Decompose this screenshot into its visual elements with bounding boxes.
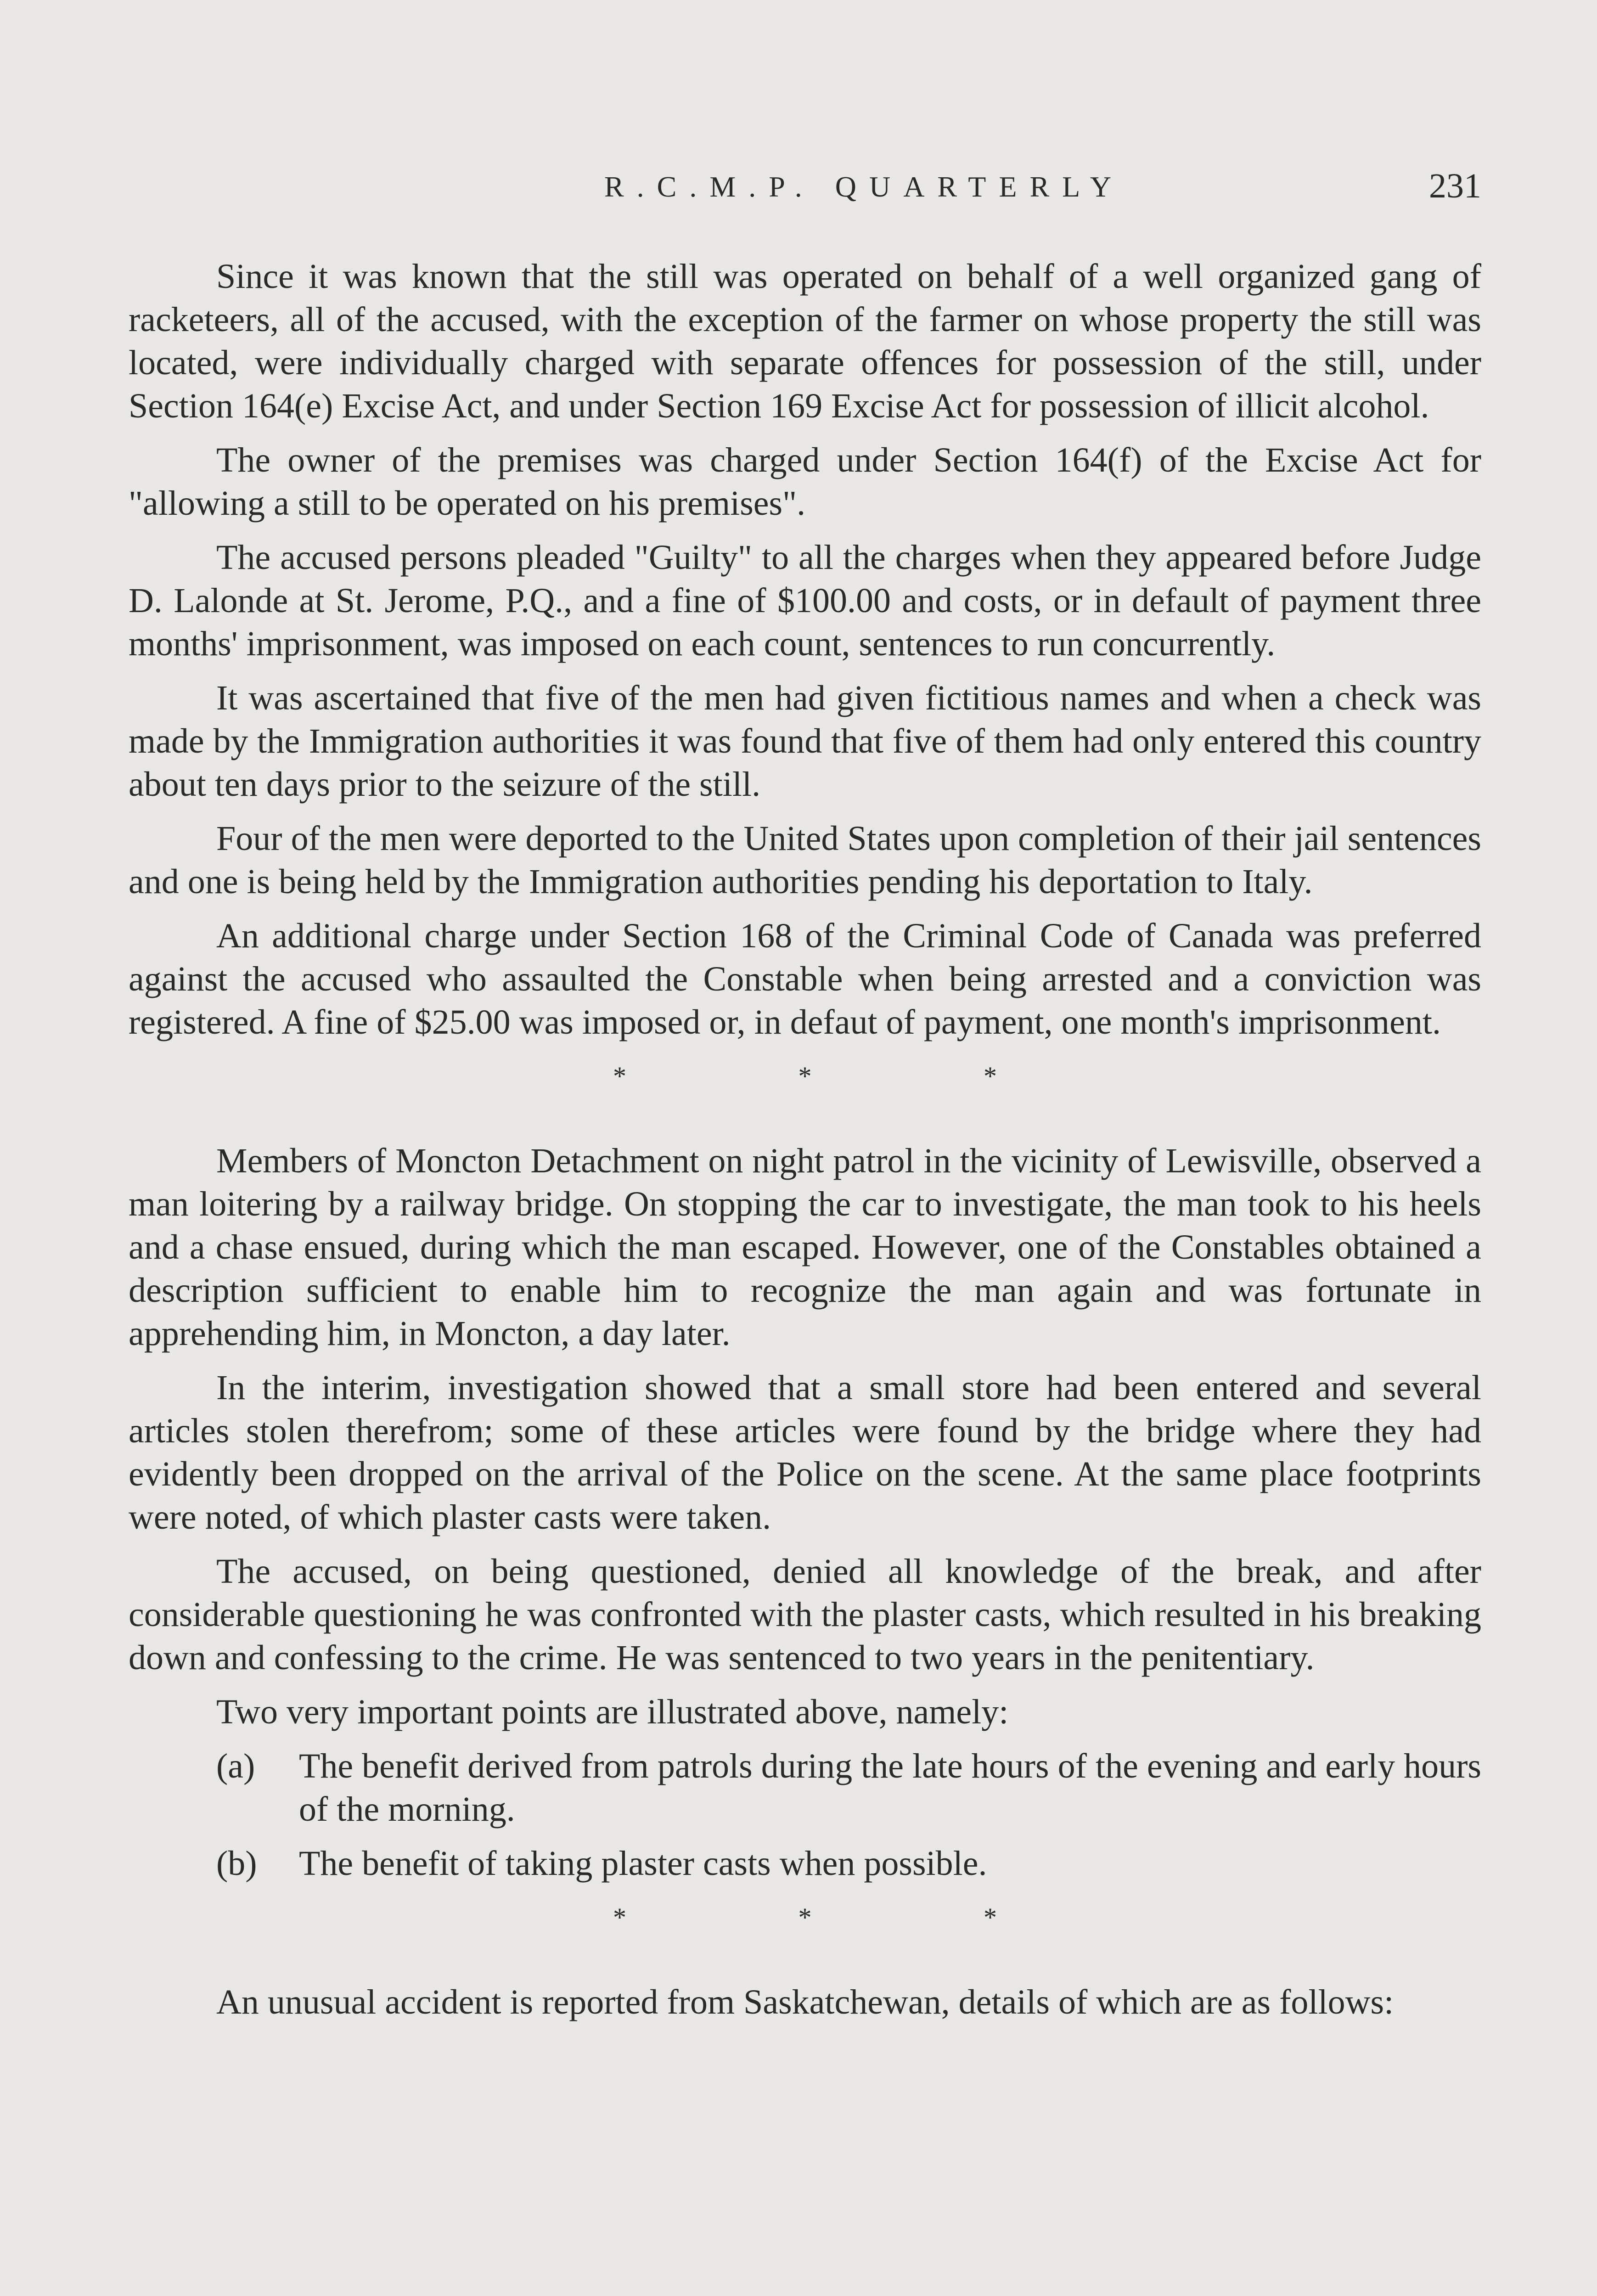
page-header xyxy=(129,167,1481,220)
section-separator: * * * xyxy=(613,1902,1080,1932)
paragraph: The owner of the premises was charged under Section 164(f) of the Excise Act for "allowing a still to be operated on his premises". xyxy=(129,441,1481,523)
paragraph: An unusual accident is reported from Saskatchewan, details of which are as follows: xyxy=(216,1983,1394,2021)
list-item-text: The benefit of taking plaster casts when possible. xyxy=(299,1844,987,1883)
list-item-text: The benefit derived from patrols during the late hours of the evening and early hours of the morning. xyxy=(299,1747,1481,1829)
paragraph: In the interim, investigation showed that a small store had been entered and several articles stolen therefrom; some of these articles were found by the bridge where they had evidently been dropped on the arrival of the Police on the scene. At the same place footprints were noted, of which plaster casts were taken. xyxy=(129,1368,1481,1536)
paragraph: Members of Moncton Detachment on night patrol in the vicinity of Lewisville, observed a man loitering by a railway bridge. On stopping the car to investigate, the man took to his heels and a chase ensued, during which the man escaped. However, one of the Constables obtained a description sufficient to enable him to recognize the man again and was fortunate in apprehending him, in Moncton, a day later. xyxy=(129,1142,1481,1353)
list-item xyxy=(216,1745,1481,1831)
paragraph: The accused, on being questioned, denied all knowledge of the break, and after considerable questioning he was confronted with the plaster casts, which resulted in his breaking down and confessing to the crime. He was sentenced to two years in the penitentiary. xyxy=(129,1552,1481,1677)
section-separator: * * * xyxy=(613,1061,1080,1091)
article-body xyxy=(129,255,1481,2035)
list-item xyxy=(216,1842,1481,1885)
list-item-label: (b) xyxy=(216,1844,257,1883)
paragraph: The accused persons pleaded "Guilty" to all the charges when they appeared before Judge D. Lalonde at St. Jerome, P.Q., and a fine of $100.00 and costs, or in default of payment three months' imprisonment, was imposed on each count, sentences to run concurrently. xyxy=(129,538,1481,663)
paragraph: Four of the men were deported to the United States upon completion of their jail sentences and one is being held by the Immigration authorities pending his deportation to Italy. xyxy=(129,819,1481,901)
paragraph: An additional charge under Section 168 of the Criminal Code of Canada was preferred against the accused who assaulted the Constable when being arrested and a conviction was registered. A fine of $25.00 was imposed or, in defaut of payment, one month's imprisonment. xyxy=(129,917,1481,1041)
running-head: R.C.M.P. QUARTERLY xyxy=(604,170,1125,203)
page-number: 231 xyxy=(1429,167,1481,205)
paragraph: Since it was known that the still was operated on behalf of a well organized gang of racketeers, all of the accused, with the exception of the farmer on whose property the still was located, were individually charged with separate offences for possession of the still, under Section 164(e) Excise Act, and under Section 169 Excise Act for possession of illicit alcohol. xyxy=(129,257,1481,425)
paragraph: It was ascertained that five of the men had given fictitious names and when a check was made by the Immigration authorities it was found that five of them had only entered this country about ten days prior to the seizure of the still. xyxy=(129,679,1481,804)
list-item-label: (a) xyxy=(216,1747,255,1785)
paragraph: Two very important points are illustrated above, namely: xyxy=(216,1693,1009,1731)
